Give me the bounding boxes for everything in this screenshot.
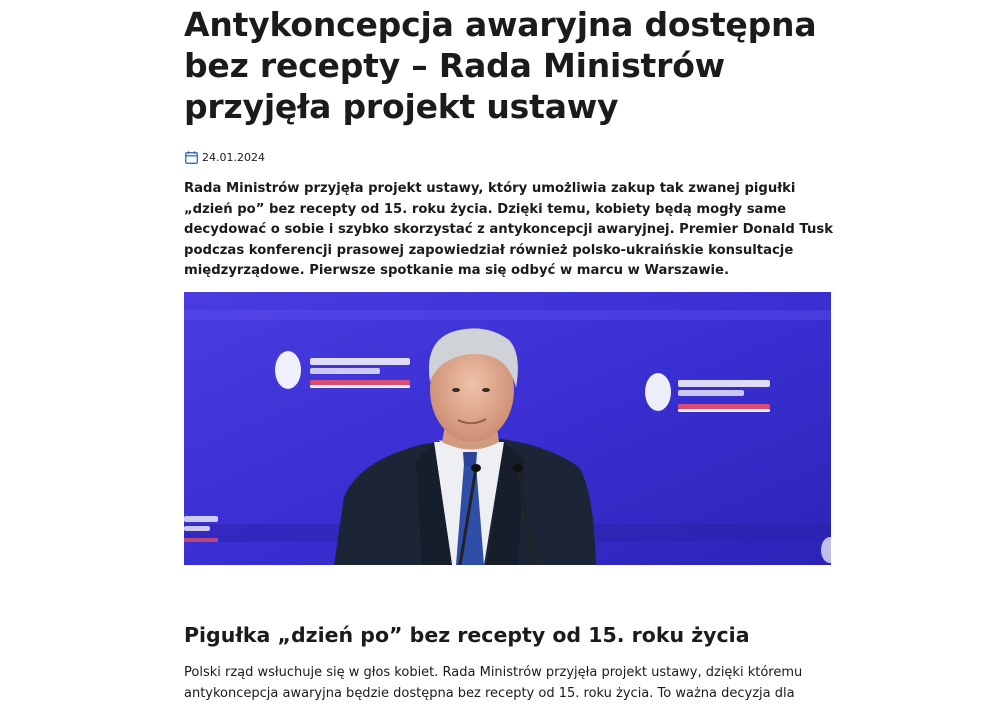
calendar-icon	[185, 151, 198, 164]
body-paragraph: Polski rząd wsłuchuje się w głos kobiet. Rada Ministrów przyjęła projekt ustawy, dzięki któremu antykoncepcja awaryjna będzie dostępna bez recepty od 15. roku życia. To ważna decyzja dla	[184, 665, 803, 701]
section-heading: Pigułka „dzień po” bez recepty od 15. roku życia	[184, 623, 750, 647]
date-text: 24.01.2024	[202, 150, 265, 164]
article-lead: Rada Ministrów przyjęła projekt ustawy, który umożliwia zakup tak zwanej pigułki „dzień po” bez recepty od 15. roku życia. Dzięki temu, kobiety będą mogły same decydować o sobie i szybko skorzystać z antykoncepcji awaryjnej. Premier Donald Tusk podczas konferencji prasowej zapowiedział również polsko-ukraińskie konsultacje międzyrządowe. Pierwsze spotkanie ma się odbyć w marcu w Warszawie.	[184, 181, 833, 278]
article-date	[185, 149, 265, 165]
article-title: Antykoncepcja awaryjna dostępna bez recepty – Rada Ministrów przyjęła projekt ustawy	[184, 5, 817, 126]
article-photo[interactable]	[184, 292, 831, 565]
